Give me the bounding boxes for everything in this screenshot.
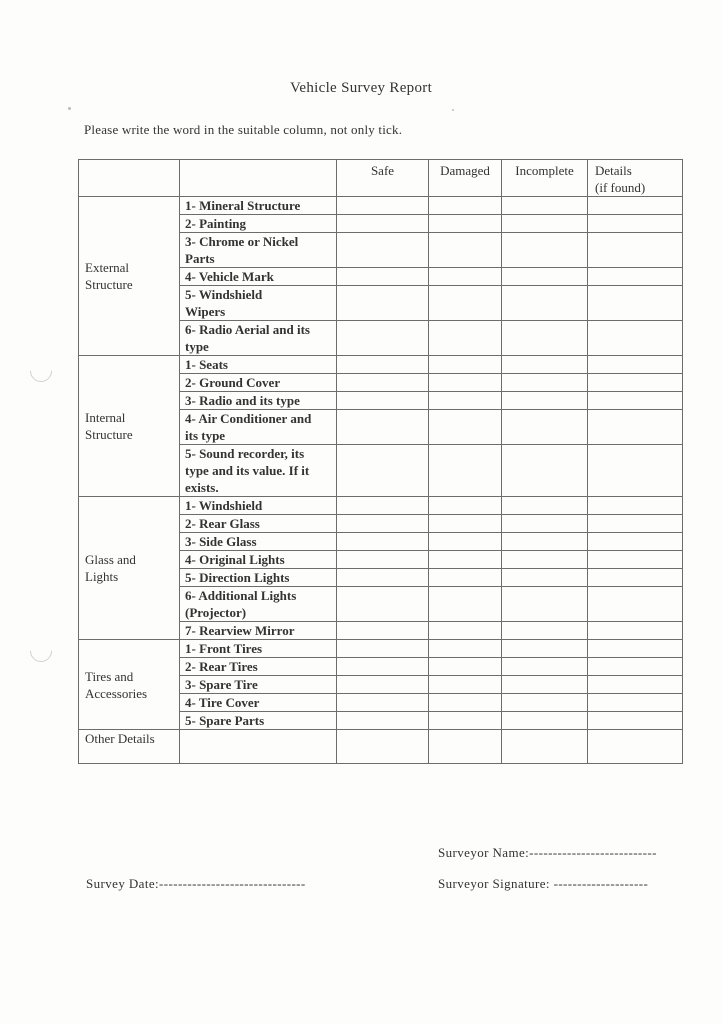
safe-cell[interactable] bbox=[337, 215, 429, 233]
item-label: 5- Spare Parts bbox=[180, 712, 337, 730]
details-cell[interactable] bbox=[588, 640, 683, 658]
table-body bbox=[79, 197, 683, 764]
item-label: 2- Rear Tires bbox=[180, 658, 337, 676]
damaged-cell[interactable] bbox=[429, 694, 502, 712]
safe-cell[interactable] bbox=[337, 392, 429, 410]
item-label: 6- Radio Aerial and its type bbox=[180, 321, 337, 356]
item-label: 1- Front Tires bbox=[180, 640, 337, 658]
safe-cell[interactable] bbox=[337, 321, 429, 356]
incomplete-cell[interactable] bbox=[502, 445, 588, 497]
damaged-cell[interactable] bbox=[429, 587, 502, 622]
details-cell[interactable] bbox=[588, 374, 683, 392]
item-label: 3- Side Glass bbox=[180, 533, 337, 551]
group-label: Tires and Accessories bbox=[79, 640, 180, 730]
item-label: 1- Seats bbox=[180, 356, 337, 374]
details-cell[interactable] bbox=[588, 730, 683, 764]
incomplete-cell[interactable] bbox=[502, 587, 588, 622]
damaged-cell[interactable] bbox=[429, 551, 502, 569]
damaged-cell[interactable] bbox=[429, 658, 502, 676]
survey-date-field[interactable]: Survey Date:------------------------------- bbox=[86, 876, 306, 891]
details-cell[interactable] bbox=[588, 356, 683, 374]
incomplete-cell[interactable] bbox=[502, 551, 588, 569]
details-cell[interactable] bbox=[588, 658, 683, 676]
details-column-header: Details (if found) bbox=[588, 160, 683, 197]
details-cell[interactable] bbox=[588, 712, 683, 730]
safe-cell[interactable] bbox=[337, 197, 429, 215]
damaged-cell[interactable] bbox=[429, 533, 502, 551]
item-label: 5- Direction Lights bbox=[180, 569, 337, 587]
safe-cell[interactable] bbox=[337, 356, 429, 374]
table-row bbox=[79, 197, 683, 215]
safe-cell[interactable] bbox=[337, 233, 429, 268]
surveyor-signature-field[interactable]: Surveyor Signature: -------------------- bbox=[438, 876, 649, 891]
item-label: 6- Additional Lights (Projector) bbox=[180, 587, 337, 622]
instructions-text: Please write the word in the suitable column, not only tick. bbox=[84, 122, 403, 137]
damaged-cell[interactable] bbox=[429, 268, 502, 286]
scan-speck bbox=[68, 107, 71, 110]
details-cell[interactable] bbox=[588, 197, 683, 215]
incomplete-cell[interactable] bbox=[502, 286, 588, 321]
safe-cell[interactable] bbox=[337, 445, 429, 497]
table-header-row bbox=[79, 160, 683, 197]
safe-cell[interactable] bbox=[337, 286, 429, 321]
item-label: 4- Tire Cover bbox=[180, 694, 337, 712]
incomplete-column-header: Incomplete bbox=[502, 160, 588, 197]
incomplete-cell[interactable] bbox=[502, 356, 588, 374]
safe-cell[interactable] bbox=[337, 268, 429, 286]
damaged-cell[interactable] bbox=[429, 356, 502, 374]
incomplete-cell[interactable] bbox=[502, 268, 588, 286]
damaged-cell[interactable] bbox=[429, 445, 502, 497]
damaged-cell[interactable] bbox=[429, 569, 502, 587]
safe-cell[interactable] bbox=[337, 551, 429, 569]
safe-cell[interactable] bbox=[337, 587, 429, 622]
survey-table bbox=[78, 159, 683, 764]
safe-cell[interactable] bbox=[337, 712, 429, 730]
incomplete-cell[interactable] bbox=[502, 321, 588, 356]
other-details-item-cell[interactable] bbox=[180, 730, 337, 764]
details-cell[interactable] bbox=[588, 286, 683, 321]
incomplete-cell[interactable] bbox=[502, 622, 588, 640]
details-cell[interactable] bbox=[588, 694, 683, 712]
damaged-cell[interactable] bbox=[429, 497, 502, 515]
item-label: 1- Windshield bbox=[180, 497, 337, 515]
item-label: 3- Chrome or Nickel Parts bbox=[180, 233, 337, 268]
item-label: 7- Rearview Mirror bbox=[180, 622, 337, 640]
safe-cell[interactable] bbox=[337, 569, 429, 587]
safe-cell[interactable] bbox=[337, 640, 429, 658]
safe-cell[interactable] bbox=[337, 515, 429, 533]
incomplete-cell[interactable] bbox=[502, 374, 588, 392]
item-label: 2- Painting bbox=[180, 215, 337, 233]
incomplete-cell[interactable] bbox=[502, 676, 588, 694]
incomplete-cell[interactable] bbox=[502, 730, 588, 764]
damaged-cell[interactable] bbox=[429, 215, 502, 233]
incomplete-cell[interactable] bbox=[502, 497, 588, 515]
incomplete-cell[interactable] bbox=[502, 197, 588, 215]
other-details-label: Other Details bbox=[79, 730, 180, 764]
item-label: 4- Vehicle Mark bbox=[180, 268, 337, 286]
details-cell[interactable] bbox=[588, 551, 683, 569]
details-cell[interactable] bbox=[588, 497, 683, 515]
safe-cell[interactable] bbox=[337, 730, 429, 764]
safe-cell[interactable] bbox=[337, 694, 429, 712]
incomplete-cell[interactable] bbox=[502, 712, 588, 730]
incomplete-cell[interactable] bbox=[502, 410, 588, 445]
page-title: Vehicle Survey Report bbox=[289, 80, 433, 96]
damaged-cell[interactable] bbox=[429, 676, 502, 694]
safe-cell[interactable] bbox=[337, 497, 429, 515]
safe-cell[interactable] bbox=[337, 374, 429, 392]
surveyor-name-field[interactable]: Surveyor Name:--------------------------- bbox=[438, 845, 657, 860]
details-cell[interactable] bbox=[588, 533, 683, 551]
damaged-cell[interactable] bbox=[429, 374, 502, 392]
details-cell[interactable] bbox=[588, 392, 683, 410]
punch-hole-mark bbox=[25, 635, 56, 666]
damaged-cell[interactable] bbox=[429, 640, 502, 658]
damaged-column-header: Damaged bbox=[429, 160, 502, 197]
details-cell[interactable] bbox=[588, 410, 683, 445]
damaged-cell[interactable] bbox=[429, 321, 502, 356]
incomplete-cell[interactable] bbox=[502, 694, 588, 712]
item-label: 5- Windshield Wipers bbox=[180, 286, 337, 321]
item-header-cell bbox=[180, 160, 337, 197]
incomplete-cell[interactable] bbox=[502, 233, 588, 268]
safe-cell[interactable] bbox=[337, 622, 429, 640]
details-cell[interactable] bbox=[588, 569, 683, 587]
incomplete-cell[interactable] bbox=[502, 215, 588, 233]
details-cell[interactable] bbox=[588, 445, 683, 497]
item-label: 2- Ground Cover bbox=[180, 374, 337, 392]
damaged-cell[interactable] bbox=[429, 712, 502, 730]
group-label: Glass and Lights bbox=[79, 497, 180, 640]
group-label: External Structure bbox=[79, 197, 180, 356]
damaged-cell[interactable] bbox=[429, 286, 502, 321]
safe-cell[interactable] bbox=[337, 658, 429, 676]
damaged-cell[interactable] bbox=[429, 515, 502, 533]
safe-cell[interactable] bbox=[337, 676, 429, 694]
details-cell[interactable] bbox=[588, 268, 683, 286]
table-row bbox=[79, 730, 683, 764]
damaged-cell[interactable] bbox=[429, 197, 502, 215]
incomplete-cell[interactable] bbox=[502, 569, 588, 587]
item-label: 2- Rear Glass bbox=[180, 515, 337, 533]
safe-cell[interactable] bbox=[337, 533, 429, 551]
damaged-cell[interactable] bbox=[429, 622, 502, 640]
group-label: Internal Structure bbox=[79, 356, 180, 497]
item-label: 1- Mineral Structure bbox=[180, 197, 337, 215]
details-cell[interactable] bbox=[588, 233, 683, 268]
incomplete-cell[interactable] bbox=[502, 658, 588, 676]
details-cell[interactable] bbox=[588, 321, 683, 356]
item-label: 4- Air Conditioner and its type bbox=[180, 410, 337, 445]
details-cell[interactable] bbox=[588, 622, 683, 640]
incomplete-cell[interactable] bbox=[502, 640, 588, 658]
item-label: 4- Original Lights bbox=[180, 551, 337, 569]
safe-cell[interactable] bbox=[337, 410, 429, 445]
item-label: 3- Spare Tire bbox=[180, 676, 337, 694]
safe-column-header: Safe bbox=[337, 160, 429, 197]
damaged-cell[interactable] bbox=[429, 392, 502, 410]
table-row bbox=[79, 640, 683, 658]
group-header-cell bbox=[79, 160, 180, 197]
details-cell[interactable] bbox=[588, 515, 683, 533]
incomplete-cell[interactable] bbox=[502, 515, 588, 533]
damaged-cell[interactable] bbox=[429, 410, 502, 445]
table-row bbox=[79, 497, 683, 515]
details-cell[interactable] bbox=[588, 215, 683, 233]
details-cell[interactable] bbox=[588, 587, 683, 622]
punch-hole-mark bbox=[25, 355, 56, 386]
damaged-cell[interactable] bbox=[429, 730, 502, 764]
item-label: 3- Radio and its type bbox=[180, 392, 337, 410]
item-label: 5- Sound recorder, its type and its value. If it exists. bbox=[180, 445, 337, 497]
details-cell[interactable] bbox=[588, 676, 683, 694]
damaged-cell[interactable] bbox=[429, 233, 502, 268]
table-row bbox=[79, 356, 683, 374]
incomplete-cell[interactable] bbox=[502, 392, 588, 410]
incomplete-cell[interactable] bbox=[502, 533, 588, 551]
scan-speck bbox=[452, 109, 454, 111]
